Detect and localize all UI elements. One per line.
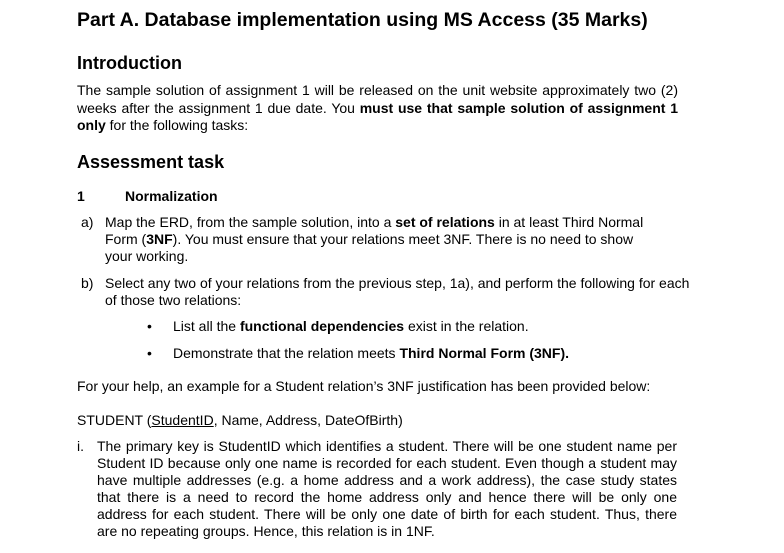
bullet-1-bold: functional dependencies	[239, 318, 405, 334]
relation-prefix: STUDENT (	[77, 412, 152, 428]
item-a-text-1: Map the ERD, from the sample solution, into a	[105, 214, 396, 230]
list-text-a	[105, 214, 647, 265]
section-title: Normalization	[125, 188, 218, 204]
item-a-bold-1: set of relations	[395, 214, 495, 230]
relation-attributes: , Name, Address, DateOfBirth)	[213, 412, 403, 428]
list-marker-b: b)	[81, 275, 94, 291]
bullet-2-text-1: Demonstrate that the relation meets	[173, 345, 400, 361]
list-text-i: The primary key is StudentID which identifies a student. There will be one student name per Student ID because only one name is recorded for each student. Even though a student may have multiple addresses (e.g. a home address and a work address), the case study states that there is a need to record the home address only and hence there will be only one address for each student. There will be only one date of birth for each student. Thus, there are no repeating groups. Hence, this relation is in 1NF.	[97, 438, 677, 539]
list-text-b: Select any two of your relations from the previous step, 1a), and perform the following for each of those two relations:	[105, 275, 690, 308]
bullet-item	[147, 345, 569, 362]
list-marker-i: i.	[77, 438, 84, 454]
intro-text-2: for the following tasks:	[105, 117, 249, 133]
bullet-icon: •	[147, 345, 152, 361]
introduction-heading: Introduction	[77, 53, 182, 73]
list-marker-a: a)	[81, 214, 94, 230]
list-item-i	[77, 438, 677, 540]
section-number: 1	[77, 188, 85, 204]
main-heading: Part A. Database implementation using MS Access (35 Marks)	[77, 9, 648, 31]
item-a-text-3: ). You must ensure that your relations meet 3NF. There is no need to show your working.	[105, 231, 634, 264]
item-a-bold-2: 3NF	[146, 231, 173, 247]
intro-emphasis: must use that sample solution of assignment 1 only	[77, 99, 678, 133]
list-item-b	[77, 275, 697, 309]
intro-text-1: The sample solution of assignment 1 will be released on the unit website approximately two (2) weeks after the assignment 1 due date. You	[77, 82, 678, 116]
list-item-a	[77, 214, 647, 265]
bullet-text	[173, 318, 529, 334]
introduction-paragraph	[77, 82, 678, 135]
bullet-1-text-2: exist in the relation.	[404, 318, 529, 334]
bullet-2-bold: Third Normal Form (3NF).	[399, 345, 570, 361]
assessment-heading: Assessment task	[77, 152, 225, 172]
item-a-text-2: in at least Third Normal Form (	[105, 214, 644, 247]
help-text: For your help, an example for a Student relation’s 3NF justification has been provided below:	[77, 378, 651, 394]
bullet-1-text-1: List all the	[173, 318, 240, 334]
bullet-text	[173, 345, 569, 361]
student-relation	[77, 412, 403, 430]
bullet-icon: •	[147, 318, 152, 334]
bullet-item	[147, 318, 529, 335]
relation-primary-key: StudentID	[151, 412, 214, 428]
